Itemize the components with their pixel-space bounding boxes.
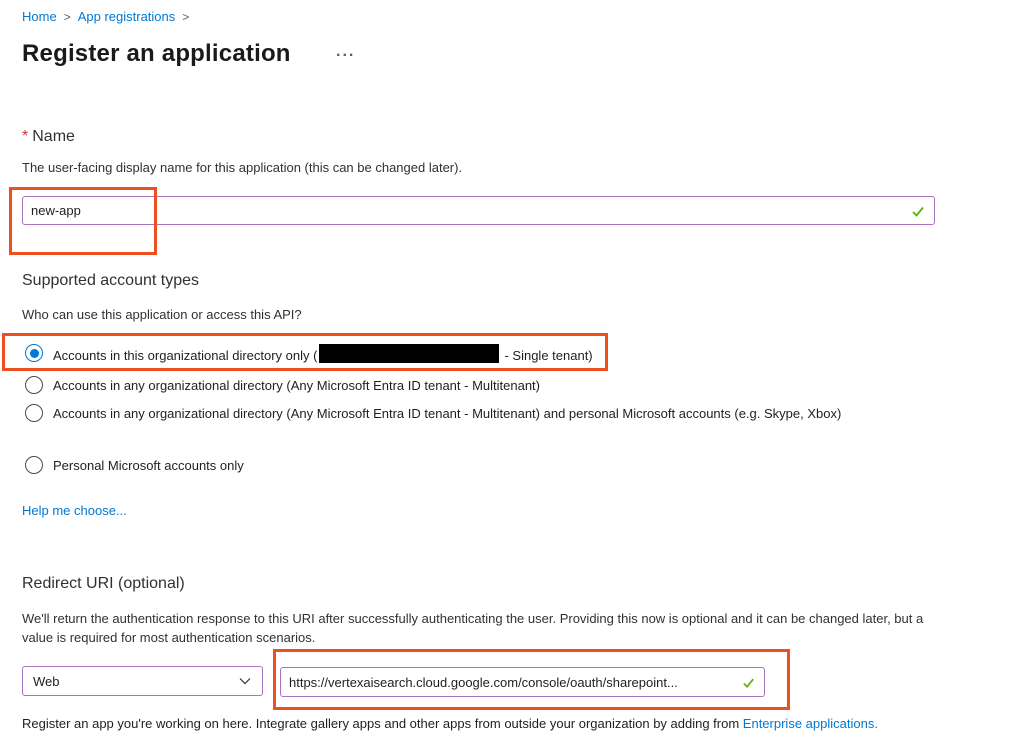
- radio-button-icon[interactable]: [25, 456, 43, 474]
- radio-label-multitenant: Accounts in any organizational directory (Any Microsoft Entra ID tenant - Multitenant): [53, 378, 540, 393]
- enterprise-applications-link[interactable]: Enterprise applications.: [742, 716, 878, 731]
- account-types-heading: Supported account types: [22, 272, 200, 289]
- redirect-uri-heading: Redirect URI (optional): [22, 575, 185, 592]
- valid-checkmark-icon: [910, 203, 926, 219]
- name-label: Name: [32, 128, 75, 145]
- name-section-heading: [22, 128, 75, 146]
- platform-select-dropdown[interactable]: [22, 666, 263, 696]
- name-description: The user-facing display name for this application (this can be changed later).: [22, 160, 463, 175]
- radio-button-icon[interactable]: [25, 376, 43, 394]
- radio-label-multitenant-personal: Accounts in any organizational directory (Any Microsoft Entra ID tenant - Multitenant) and personal Microsoft accounts (e.g. Skype, Xbox): [53, 406, 842, 421]
- page-title: Register an application: [22, 40, 291, 67]
- required-asterisk: *: [22, 128, 29, 145]
- radio-option-single-tenant[interactable]: [25, 344, 593, 366]
- valid-checkmark-icon: [741, 675, 756, 690]
- footer-note: [22, 716, 878, 731]
- redirect-uri-input[interactable]: [280, 667, 765, 697]
- radio-option-multitenant-personal[interactable]: [25, 404, 841, 424]
- more-options-icon[interactable]: ...: [336, 43, 356, 60]
- breadcrumb-home-link[interactable]: Home: [22, 9, 57, 24]
- breadcrumb-separator-icon: >: [63, 9, 71, 24]
- help-me-choose-link[interactable]: Help me choose...: [22, 503, 127, 518]
- redirect-uri-value: https://vertexaisearch.cloud.google.com/console/oauth/sharepoint...: [289, 674, 678, 690]
- radio-dot: [30, 349, 39, 358]
- platform-selected-value: Web: [33, 673, 60, 689]
- chevron-down-icon: [238, 674, 252, 688]
- radio-button-icon[interactable]: [25, 404, 43, 422]
- radio-option-multitenant[interactable]: [25, 376, 540, 396]
- breadcrumb-separator-icon: >: [182, 9, 190, 24]
- redacted-tenant-name: [319, 344, 499, 363]
- radio-label-single-tenant: Accounts in this organizational directory only ( - Single tenant): [53, 344, 593, 366]
- app-name-input[interactable]: [22, 196, 935, 225]
- radio-option-personal-only[interactable]: [25, 456, 244, 476]
- account-types-question: Who can use this application or access this API?: [22, 307, 302, 322]
- footer-text: Register an app you're working on here. Integrate gallery apps and other apps from outside your organization by adding from: [22, 716, 743, 731]
- radio-label-personal-only: Personal Microsoft accounts only: [53, 458, 244, 473]
- redirect-uri-description: We'll return the authentication response to this URI after successfully authenticating the user. Providing this now is optional and it can be changed later, but a value is required for most authentication scenarios.: [22, 611, 924, 645]
- breadcrumb: [22, 9, 189, 24]
- radio-button-selected-icon[interactable]: [25, 344, 43, 362]
- breadcrumb-app-registrations-link[interactable]: App registrations: [77, 9, 176, 24]
- app-name-value: new-app: [31, 203, 81, 218]
